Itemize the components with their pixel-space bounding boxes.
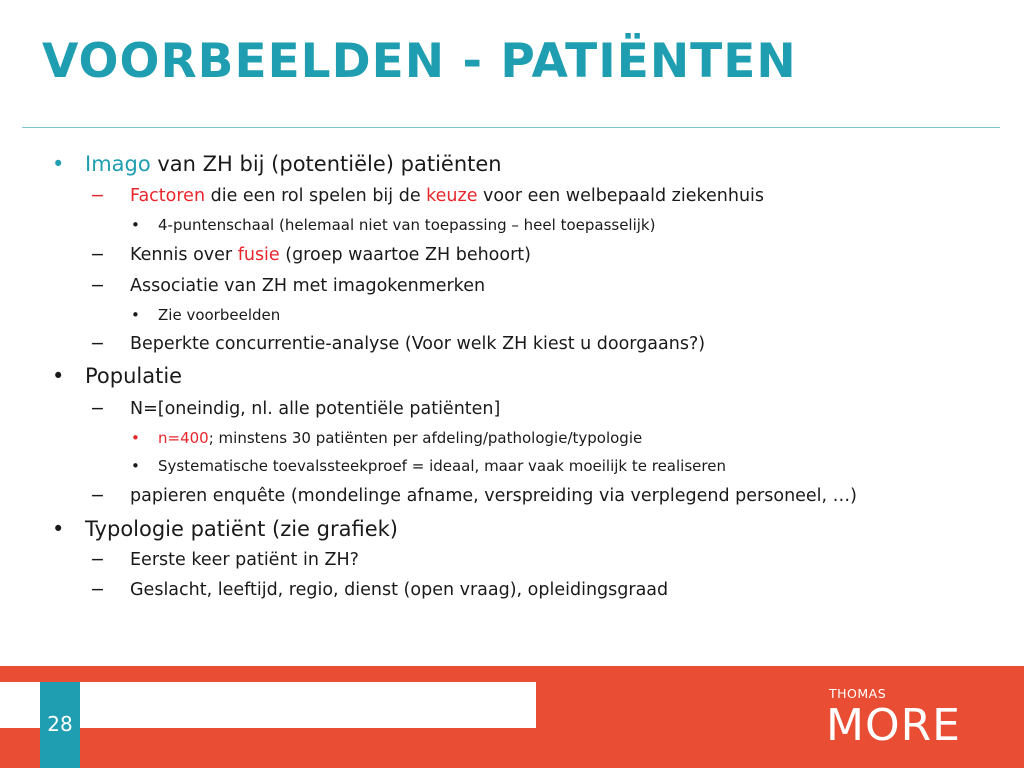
bullet-text-segment: Typologie patiënt (zie grafiek): [85, 517, 398, 541]
bullet-marker: −: [90, 334, 105, 354]
bullet-text: [85, 364, 182, 388]
bullet-text-segment: Populatie: [85, 364, 183, 388]
bullet-text: [85, 517, 398, 541]
logo-thomas-text: THOMAS: [829, 686, 887, 701]
bullet-text: [130, 550, 359, 570]
bullet-text: [130, 186, 764, 206]
bullet-text: [130, 399, 500, 419]
title-divider: [22, 127, 1000, 128]
bullet-text: [130, 486, 857, 506]
highlighted-term: fusie: [237, 245, 280, 265]
bullet-text-segment: die een rol spelen bij de: [205, 186, 427, 206]
bullet-text: [130, 276, 485, 296]
bullet-text: [158, 216, 655, 234]
bullet-marker: •: [131, 306, 140, 324]
bullet-text: [130, 580, 668, 600]
highlighted-term: Factoren: [130, 186, 206, 206]
bullet-text-segment: van ZH bij (potentiële) patiënten: [150, 152, 502, 176]
bullet-text-segment: Associatie van ZH met imagokenmerken: [130, 276, 486, 296]
bullet-text-segment: 4-puntenschaal (helemaal niet van toepassing – heel toepasselijk): [158, 216, 656, 234]
bullet-marker: •: [52, 152, 65, 176]
bullet-marker: −: [90, 399, 105, 419]
bullet-marker: •: [131, 429, 140, 447]
bullet-text-segment: Zie voorbeelden: [158, 306, 281, 324]
bullet-text: [158, 457, 726, 475]
bullet-marker: •: [52, 364, 65, 388]
bullet-text-segment: ; minstens 30 patiënten per afdeling/pathologie/typologie: [208, 429, 643, 447]
bullet-text: [130, 245, 531, 265]
bullet-marker: −: [90, 276, 105, 296]
bullet-text: [85, 152, 502, 176]
bullet-text-segment: papieren enquête (mondelinge afname, verspreiding via verplegend personeel, …): [130, 486, 858, 506]
slide-title: VOORBEELDEN - PATIËNTEN: [42, 34, 797, 89]
bullet-marker: •: [131, 457, 140, 475]
logo-more-text: MORE: [826, 700, 961, 751]
bullet-marker: −: [90, 550, 105, 570]
bullet-text-segment: Geslacht, leeftijd, regio, dienst (open vraag), opleidingsgraad: [130, 580, 669, 600]
highlighted-term: n=400: [158, 429, 209, 447]
bullet-marker: −: [90, 186, 105, 206]
bullet-marker: •: [131, 216, 140, 234]
bullet-marker: −: [90, 245, 105, 265]
highlighted-term: Imago: [85, 152, 151, 176]
bullet-text: [158, 429, 642, 447]
bullet-text: [130, 334, 705, 354]
bullet-marker: •: [52, 517, 65, 541]
bullet-text-segment: Beperkte concurrentie-analyse (Voor welk ZH kiest u doorgaans?): [130, 334, 706, 354]
bullet-text-segment: Eerste keer patiënt in ZH?: [130, 550, 359, 570]
bullet-text-segment: N=[oneindig, nl. alle potentiële patiënten]: [130, 399, 501, 419]
bullet-text-segment: (groep waartoe ZH behoort): [279, 245, 531, 265]
bullet-marker: −: [90, 580, 105, 600]
bullet-text-segment: Kennis over: [130, 245, 238, 265]
bullet-text-segment: voor een welbepaald ziekenhuis: [477, 186, 765, 206]
footer-white-bar: [0, 682, 536, 728]
bullet-text: [158, 306, 280, 324]
bullet-text-segment: Systematische toevalssteekproef = ideaal, maar vaak moeilijk te realiseren: [158, 457, 726, 475]
highlighted-term: keuze: [426, 186, 478, 206]
page-number: 28: [47, 712, 73, 736]
bullet-marker: −: [90, 486, 105, 506]
